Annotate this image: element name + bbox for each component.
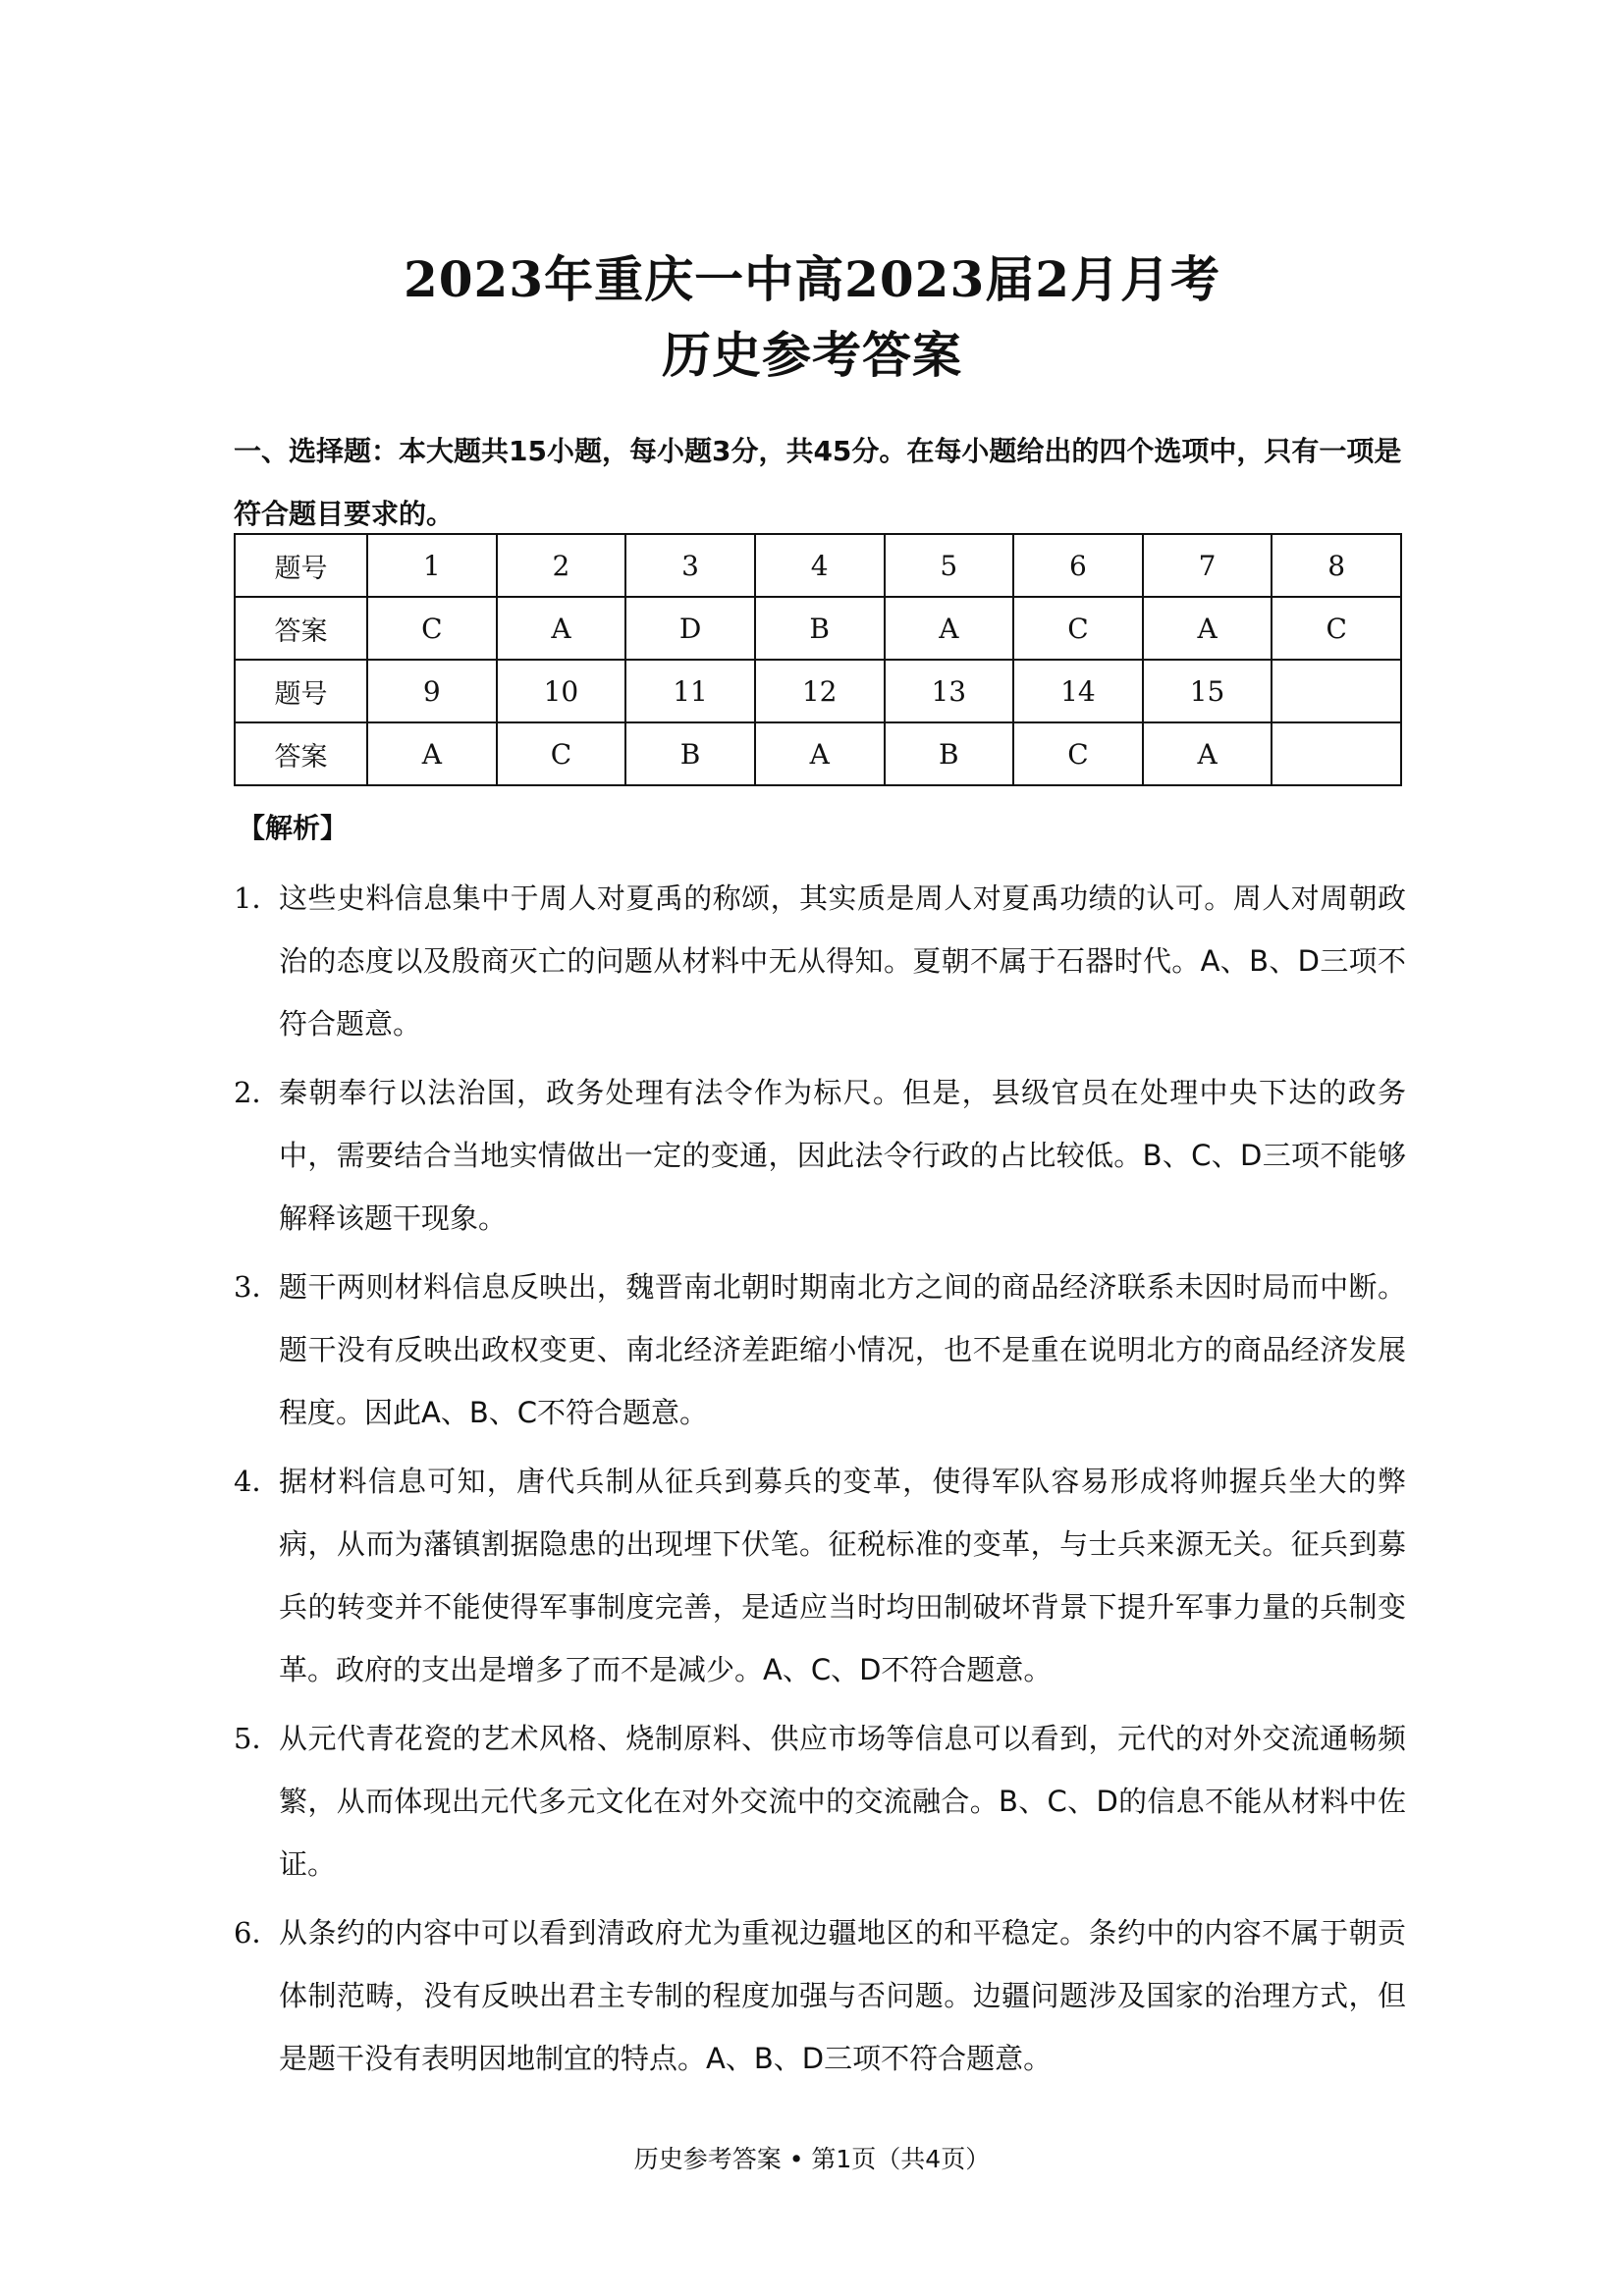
analysis-item-number: 4． (234, 1465, 281, 1498)
analysis-item-number: 3． (234, 1270, 281, 1304)
analysis-item-text: 这些史料信息集中于周人对夏禹的称颂，其实质是周人对夏禹功绩的认可。周人对周朝政治的态度以及殷商灭亡的问题从材料中无从得知。夏朝不属于石器时代。A、B、D三项不符合题意。 (279, 881, 1406, 1041)
question-number-cell: 15 (1143, 660, 1272, 722)
answer-cell: A (367, 722, 497, 785)
answer-cell: A (1143, 722, 1272, 785)
analysis-item-number: 1． (234, 881, 281, 915)
question-number-cell: 8 (1272, 534, 1401, 597)
section-one-heading: 一、选择题：本大题共15小题，每小题3分，共45分。在每小题给出的四个选项中，只有一项是符合题目要求的。 (234, 435, 1402, 530)
question-number-cell: 9 (367, 660, 497, 722)
answer-cell: C (497, 722, 626, 785)
analysis-item-number: 5． (234, 1722, 281, 1755)
answer-cell: C (367, 597, 497, 660)
analysis-item (234, 1901, 1406, 2090)
answer-cell: A (755, 722, 885, 785)
answer-table (234, 533, 1402, 786)
question-number-cell: 2 (497, 534, 626, 597)
question-number-cell: 6 (1013, 534, 1143, 597)
analysis-item (234, 1450, 1406, 1701)
question-number-cell (1272, 660, 1401, 722)
answer-cell: B (885, 722, 1014, 785)
answer-cell: B (625, 722, 755, 785)
analysis-item-number: 2． (234, 1076, 281, 1109)
answer-cell: A (1143, 597, 1272, 660)
analysis-heading: 【解析】 (238, 812, 349, 844)
document-title: 2023年重庆一中高2023届2月月考 (403, 250, 1221, 308)
table-row-numbers (235, 534, 1401, 597)
answer-cell: B (755, 597, 885, 660)
question-number-cell: 14 (1013, 660, 1143, 722)
number-label-cell: 题号 (235, 660, 367, 722)
answer-cell: A (885, 597, 1014, 660)
answer-cell: A (497, 597, 626, 660)
analysis-item (234, 1061, 1406, 1250)
analysis-item-text: 据材料信息可知，唐代兵制从征兵到募兵的变革，使得军队容易形成将帅握兵坐大的弊病，从而为藩镇割据隐患的出现埋下伏笔。征税标准的变革，与士兵来源无关。征兵到募兵的转变并不能使得军事制度完善，是适应当时均田制破坏背景下提升军事力量的兵制变革。政府的支出是增多了而不是减少。A、C、D不符合题意。 (279, 1465, 1406, 1686)
answer-cell: D (625, 597, 755, 660)
analysis-item (234, 1707, 1406, 1896)
number-label-cell: 题号 (235, 534, 367, 597)
question-number-cell: 1 (367, 534, 497, 597)
table-row-answers (235, 597, 1401, 660)
question-number-cell: 5 (885, 534, 1014, 597)
table-row-answers (235, 722, 1401, 785)
question-number-cell: 11 (625, 660, 755, 722)
analysis-item-number: 6． (234, 1916, 281, 1949)
analysis-item-text: 秦朝奉行以法治国，政务处理有法令作为标尺。但是，县级官员在处理中央下达的政务中，需要结合当地实情做出一定的变通，因此法令行政的占比较低。B、C、D三项不能够解释该题干现象。 (279, 1076, 1406, 1235)
answer-label-cell: 答案 (235, 722, 367, 785)
question-number-cell: 3 (625, 534, 755, 597)
question-number-cell: 7 (1143, 534, 1272, 597)
answer-cell: C (1013, 597, 1143, 660)
answer-label-cell: 答案 (235, 597, 367, 660)
question-number-cell: 13 (885, 660, 1014, 722)
page-footer: 历史参考答案 • 第1页（共4页） (633, 2145, 991, 2173)
analysis-list (234, 867, 1406, 2096)
analysis-item-text: 从条约的内容中可以看到清政府尤为重视边疆地区的和平稳定。条约中的内容不属于朝贡体制范畴，没有反映出君主专制的程度加强与否问题。边疆问题涉及国家的治理方式，但是题干没有表明因地制宜的特点。A、B、D三项不符合题意。 (279, 1916, 1406, 2075)
answer-cell (1272, 722, 1401, 785)
answer-cell: C (1272, 597, 1401, 660)
analysis-item-text: 题干两则材料信息反映出，魏晋南北朝时期南北方之间的商品经济联系未因时局而中断。题干没有反映出政权变更、南北经济差距缩小情况，也不是重在说明北方的商品经济发展程度。因此A、B、C不符合题意。 (279, 1270, 1406, 1429)
analysis-item (234, 1255, 1406, 1444)
table-row-numbers (235, 660, 1401, 722)
question-number-cell: 12 (755, 660, 885, 722)
analysis-item (234, 867, 1406, 1055)
document-subtitle: 历史参考答案 (662, 326, 962, 384)
analysis-item-text: 从元代青花瓷的艺术风格、烧制原料、供应市场等信息可以看到，元代的对外交流通畅频繁，从而体现出元代多元文化在对外交流中的交流融合。B、C、D的信息不能从材料中佐证。 (279, 1722, 1406, 1881)
question-number-cell: 4 (755, 534, 885, 597)
answer-cell: C (1013, 722, 1143, 785)
question-number-cell: 10 (497, 660, 626, 722)
